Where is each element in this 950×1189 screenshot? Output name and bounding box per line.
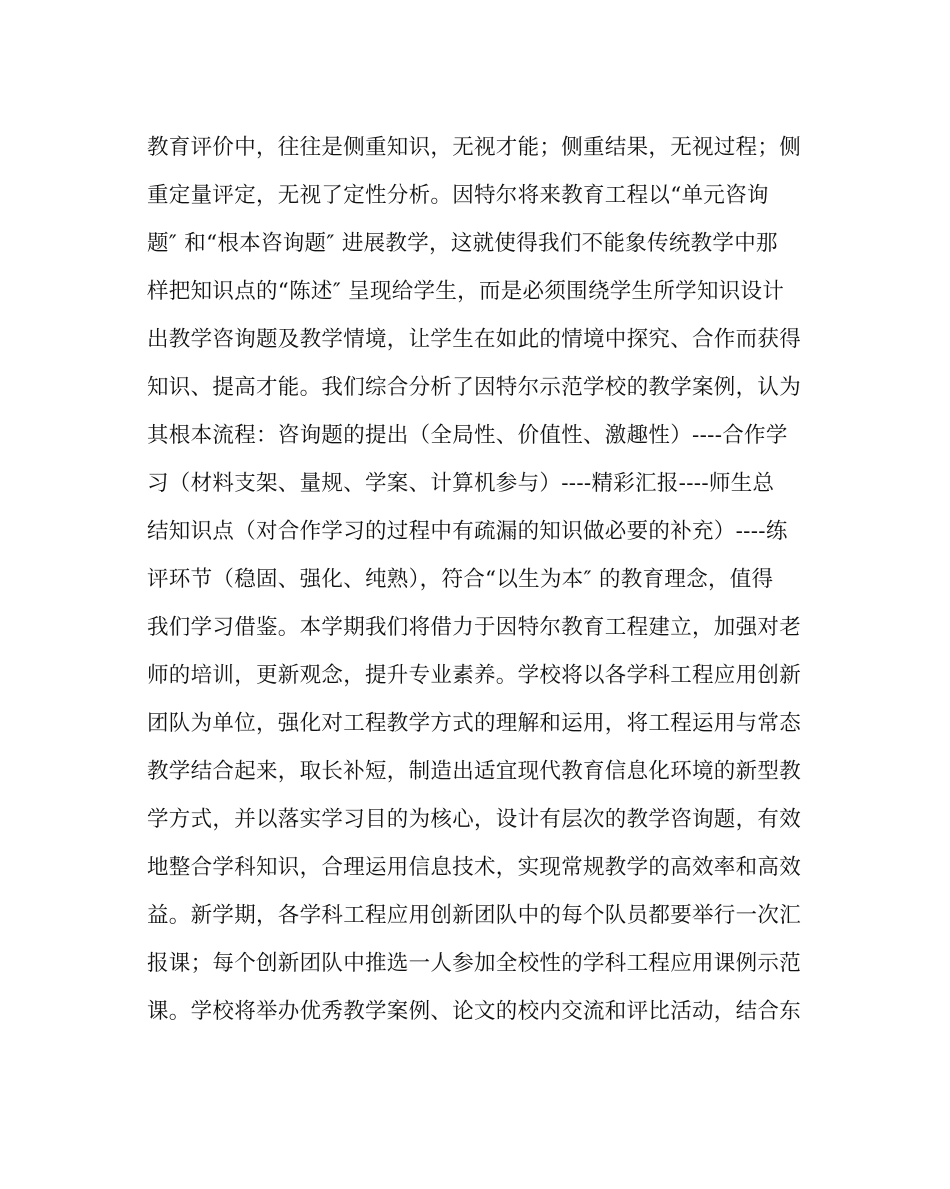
- text-line: 习（材料支架、量规、学案、计算机参与）----精彩汇报----师生总: [147, 471, 775, 496]
- text-line: 重定量评定，无视了定性分析。因特尔将来教育工程以“单元咨询: [147, 183, 769, 208]
- text-line: 知识、提高才能。我们综合分析了因特尔示范学校的教学案例，认为: [147, 375, 802, 400]
- text-line: 其根本流程：咨询题的提出（全局性、价值性、激趣性）----合作学: [147, 423, 788, 448]
- text-line: 地整合学科知识，合理运用信息技术，实现常规教学的高效率和高效: [147, 855, 802, 880]
- text-line: 样把知识点的“陈述″ 呈现给学生，而是必须围绕学生所学知识设计: [147, 279, 785, 304]
- text-line: 结知识点（对合作学习的过程中有疏漏的知识做必要的补充）----练: [147, 519, 788, 544]
- text-line: 我们学习借鉴。本学期我们将借力于因特尔教育工程建立，加强对老: [147, 615, 802, 640]
- text-line: 益。新学期，各学科工程应用创新团队中的每个队员都要举行一次汇: [147, 903, 802, 928]
- text-line: 出教学咨询题及教学情境，让学生在如此的情境中探究、合作而获得: [147, 327, 802, 352]
- text-line: 教学结合起来，取长补短，制造出适宜现代教育信息化环境的新型教: [147, 759, 802, 784]
- text-line: 报课；每个创新团队中推选一人参加全校性的学科工程应用课例示范: [147, 951, 802, 976]
- text-line: 教育评价中，往往是侧重知识，无视才能；侧重结果，无视过程；侧: [147, 135, 802, 160]
- text-line: 师的培训，更新观念，提升专业素养。学校将以各学科工程应用创新: [147, 663, 802, 688]
- text-line: 课。学校将举办优秀教学案例、论文的校内交流和评比活动，结合东: [147, 999, 802, 1024]
- body-text: [147, 124, 807, 1036]
- text-line: 评环节（稳固、强化、纯熟），符合“以生为本″ 的教育理念，值得: [147, 567, 774, 592]
- text-line: 团队为单位，强化对工程教学方式的理解和运用，将工程运用与常态: [147, 711, 802, 736]
- text-line: 学方式，并以落实学习目的为核心，设计有层次的教学咨询题，有效: [147, 807, 802, 832]
- text-line: 题″ 和“根本咨询题″ 进展教学，这就使得我们不能象传统教学中那: [147, 231, 778, 256]
